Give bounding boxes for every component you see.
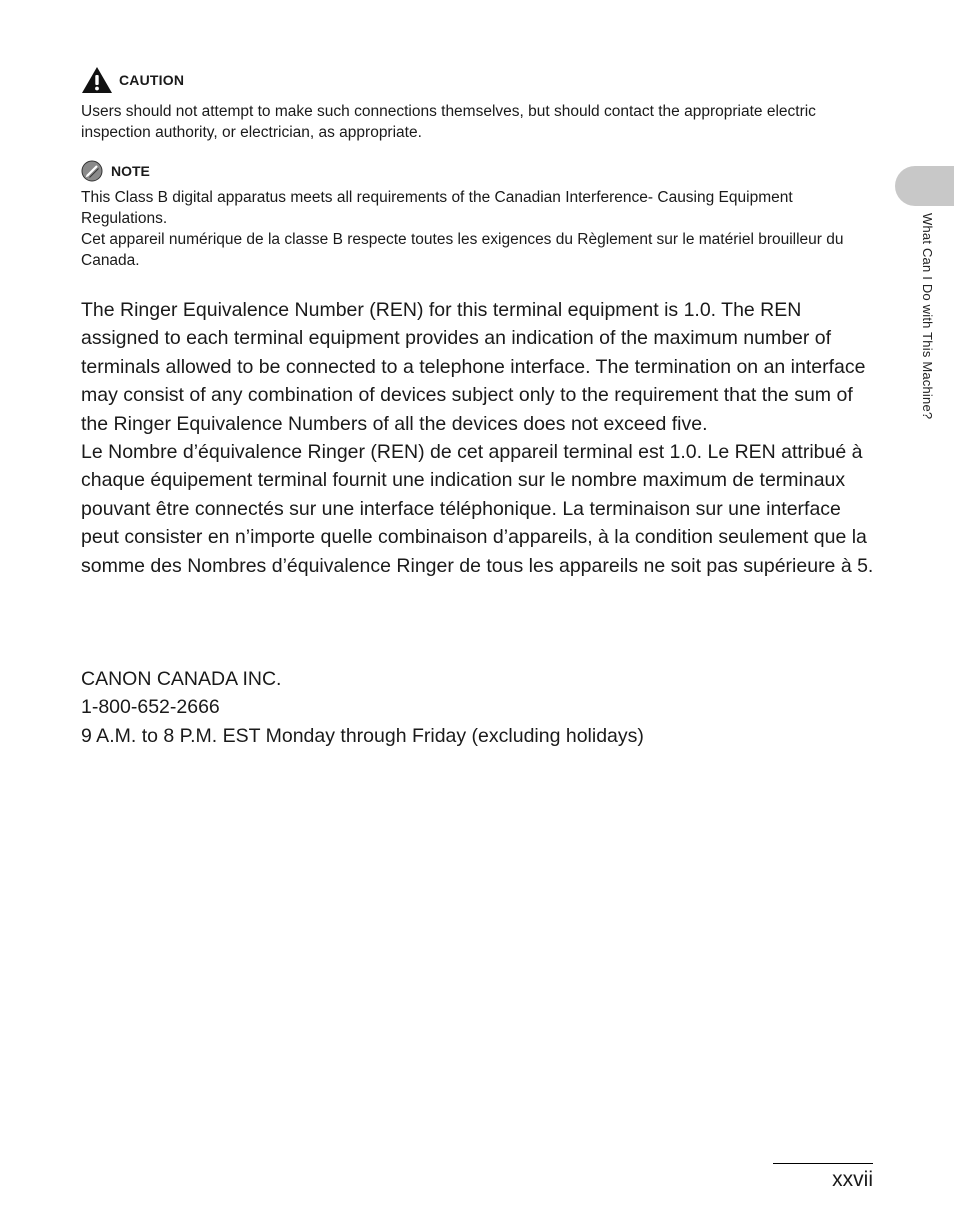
page-number-rule: [773, 1163, 873, 1164]
caution-text: Users should not attempt to make such connections themselves, but should contact the appropriate electric inspection authority, or electrician, as appropriate.: [81, 103, 816, 141]
company-name: CANON CANADA INC.: [81, 668, 282, 690]
chapter-tab: [895, 166, 954, 206]
business-hours: 9 A.M. to 8 P.M. EST Monday through Friday (excluding holidays): [81, 724, 644, 747]
note-paragraph-english: This Class B digital apparatus meets all requirements of the Canadian Interference- Causing Equipment Regulations.: [81, 189, 793, 227]
pencil-note-icon: [81, 160, 103, 182]
phone-number: 1-800-652-2666: [81, 696, 220, 719]
warning-triangle-icon: [81, 66, 113, 94]
contact-info: [81, 665, 644, 750]
ren-paragraph-english: The Ringer Equivalence Number (REN) for this terminal equipment is 1.0. The REN assigned to each terminal equipment provides an indication of the maximum number of terminals allowed to be connected to a telephone interface. The termination on an interface may consist of any combination of devices subject only to the requirement that the sum of the Ringer Equivalence Numbers of all the devices does not exceed five.: [81, 299, 866, 435]
ren-statement: [81, 296, 881, 580]
note-paragraph-french: Cet appareil numérique de la classe B respecte toutes les exigences du Règlement sur le matériel brouilleur du Canada.: [81, 231, 844, 269]
note-header: [81, 160, 150, 182]
note-title: NOTE: [111, 163, 150, 179]
chapter-tab-label: What Can I Do with This Machine?: [920, 213, 935, 420]
note-text: [81, 187, 881, 271]
ren-paragraph-french: Le Nombre d’équivalence Ringer (REN) de cet appareil terminal est 1.0. Le REN attribué à chaque équipement terminal fournit une indication sur le nombre maximum de terminaux pouvant être connectés sur une interface téléphonique. La terminaison sur une interface peut consister en n’importe quelle combinaison d’appareils, à la condition seulement que la somme des Nombres d’équivalence Ringer de tous les appareils ne soit pas supérieure à 5.: [81, 441, 874, 577]
caution-title: CAUTION: [119, 72, 185, 88]
caution-header: [81, 66, 184, 94]
page-number: xxvii: [832, 1168, 873, 1191]
